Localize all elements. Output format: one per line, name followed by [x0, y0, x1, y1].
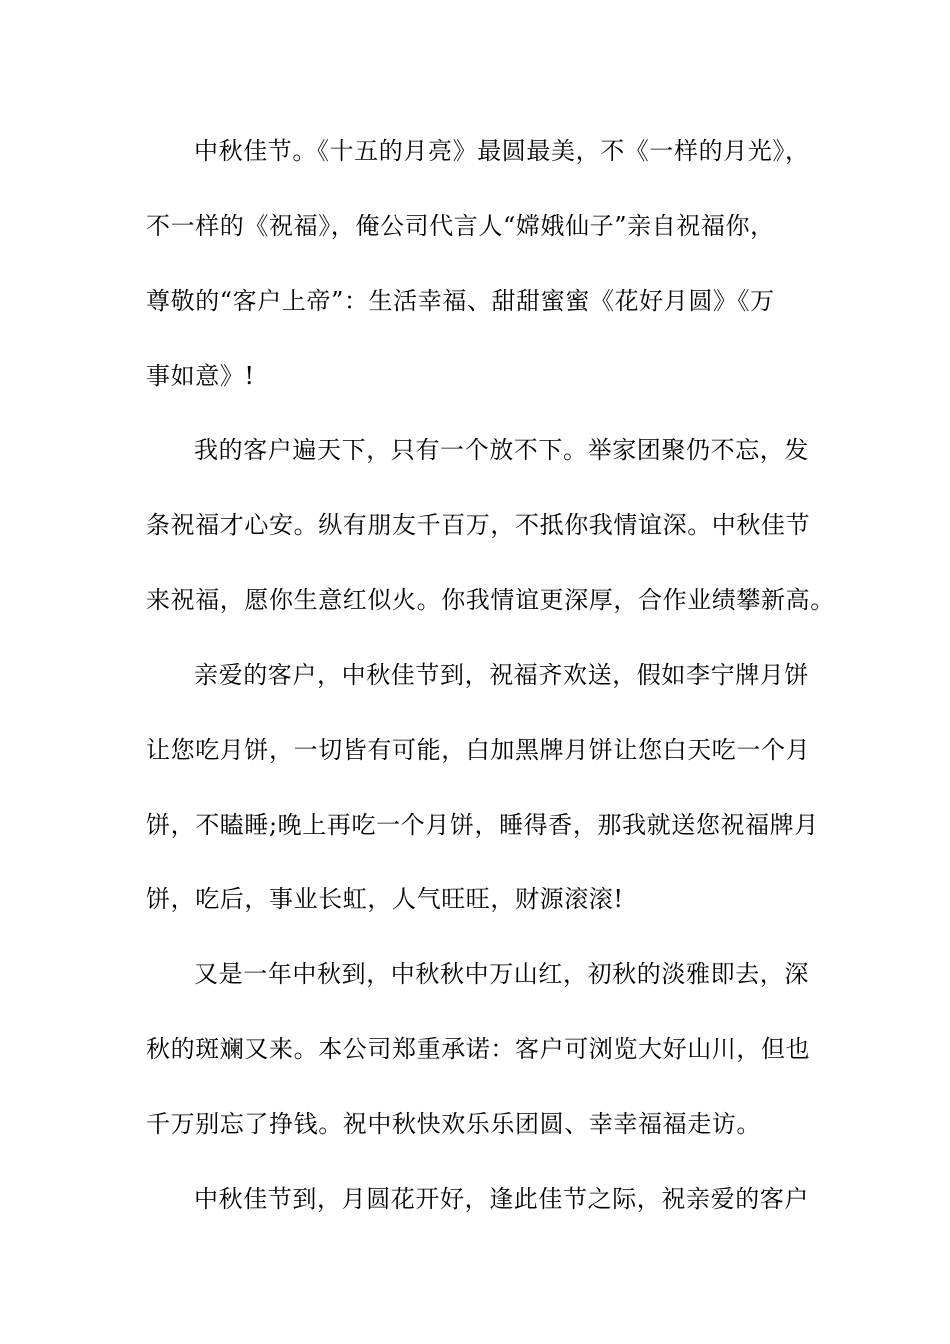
text-line: 又是一年中秋到，中秋秋中万山红，初秋的淡雅即去，深: [194, 960, 809, 988]
text-line: 来祝福，愿你生意红似火。你我情谊更深厚，合作业绩攀新高。: [146, 586, 835, 614]
text-line: 事如意》!: [146, 362, 255, 390]
text-line: 中秋佳节。《十五的月亮》最圆最美，不《一样的月光》，: [194, 137, 810, 165]
text-line: 条祝福才心安。纵有朋友千百万，不抵你我情谊深。中秋佳节: [146, 511, 811, 539]
text-line: 饼，不瞌睡;晚上再吃一个月饼，睡得香，那我就送您祝福牌月: [146, 811, 819, 839]
text-line: 我的客户遍天下，只有一个放不下。举家团聚仍不忘，发: [194, 436, 809, 464]
text-line: 不一样的《祝福》，俺公司代言人“嫦娥仙子”亲自祝福你，: [146, 212, 775, 240]
text-line: 中秋佳节到，月圆花开好，逢此佳节之际，祝亲爱的客户: [194, 1185, 809, 1213]
text-line: 让您吃月饼，一切皆有可能，白加黑牌月饼让您白天吃一个月: [146, 736, 811, 764]
text-line: 饼，吃后，事业长虹，人气旺旺，财源滚滚!: [146, 885, 624, 913]
text-line: 尊敬的“客户上帝”：生活幸福、甜甜蜜蜜《花好月圆》《万: [146, 287, 775, 315]
text-line: 千万别忘了挣钱。祝中秋快欢乐乐团圆、幸幸福福走访。: [146, 1110, 761, 1138]
text-line: 亲爱的客户，中秋佳节到，祝福齐欢送，假如李宁牌月饼: [194, 661, 809, 689]
text-line: 秋的斑斓又来。本公司郑重承诺：客户可浏览大好山川，但也: [146, 1035, 811, 1063]
